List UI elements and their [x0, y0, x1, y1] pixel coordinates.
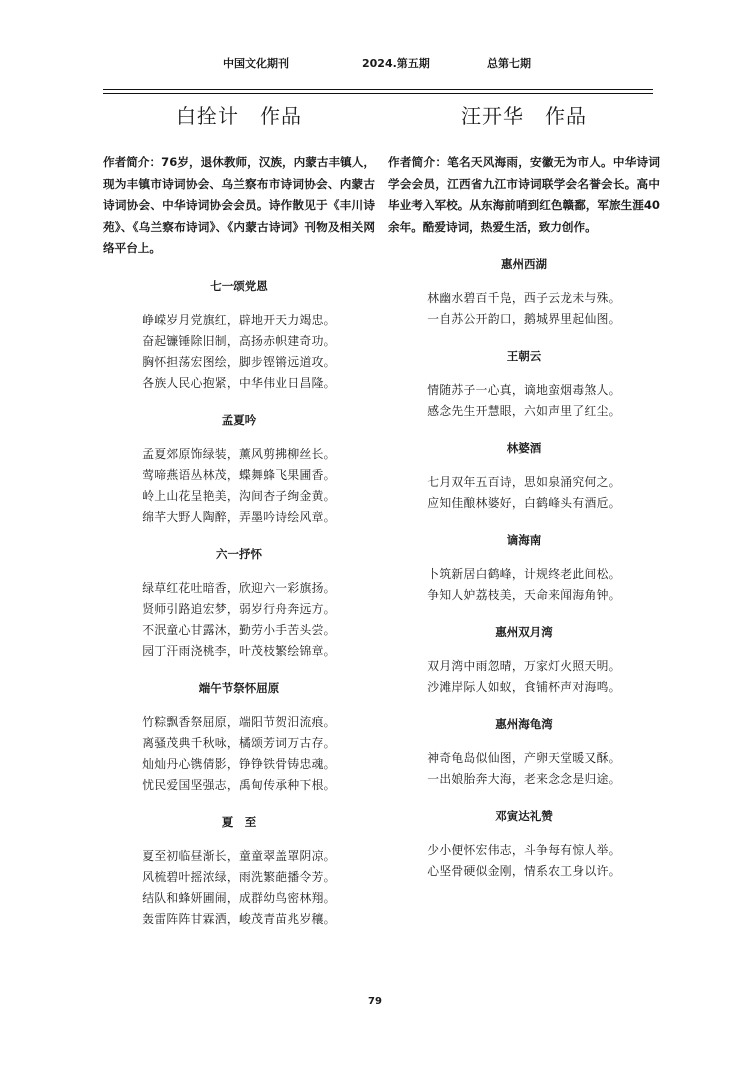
- poem-line: 双月湾中雨忽晴，万家灯火照天明。: [427, 659, 621, 673]
- poem-title: 七一颂党恩: [210, 278, 268, 293]
- right-poem-list: [388, 254, 660, 882]
- poem-block: [388, 438, 660, 514]
- poem-line: 奋起镰锤除旧制，高扬赤帜建奇功。: [142, 333, 336, 348]
- running-header: [0, 55, 750, 73]
- poem-block: [103, 544, 375, 662]
- poem-line: 各族人民心抱紧，中华伟业日昌隆。: [142, 375, 336, 390]
- poem-line: 胸怀担荡宏图绘，脚步铿锵远道攻。: [142, 354, 336, 369]
- poem-line: 感念先生开慧眼，六如声里了红尘。: [427, 404, 621, 418]
- poem-block: [103, 410, 375, 528]
- poem-block: [103, 812, 375, 930]
- poem-line: 应知佳酿林婆好，白鹤峰头有酒卮。: [427, 496, 621, 510]
- poem-line: 卜筑新居白鹤峰，计规终老此间松。: [427, 567, 621, 581]
- poem-line: 灿灿丹心镌倩影，铮铮铁骨铸忠魂。: [142, 756, 336, 771]
- poem-line: 孟夏郊原饰绿装，薰风剪拂柳丝长。: [142, 446, 336, 461]
- poem-verses: [103, 310, 375, 394]
- poem-line: 心坚骨硬似金刚，情系农工身以许。: [427, 864, 621, 878]
- total-issue-label: 总第七期: [487, 57, 531, 70]
- poem-line: 林幽水碧百千凫，西子云龙未与殊。: [427, 291, 621, 305]
- poem-verses: [388, 656, 660, 698]
- left-poem-list: [103, 276, 375, 930]
- poem-title: 谪海南: [506, 533, 542, 547]
- poem-verses: [388, 472, 660, 514]
- poem-block: [388, 346, 660, 422]
- poem-block: [388, 530, 660, 606]
- poem-verses: [388, 564, 660, 606]
- right-author-title: 汪开华 作品: [461, 104, 587, 128]
- poem-block: [388, 714, 660, 790]
- poem-line: 峥嵘岁月党旗红，辟地开天力竭忠。: [142, 312, 336, 327]
- journal-name: 中国文化期刊: [223, 57, 289, 70]
- poem-line: 绿草红花吐暗香，欣迎六一彩旗扬。: [142, 580, 336, 595]
- poem-line: 不泯童心甘露沐，勤劳小手苦头尝。: [142, 622, 336, 637]
- poem-title: 邓寅达礼赞: [495, 809, 553, 823]
- right-column: [388, 96, 660, 882]
- poem-title: 孟夏吟: [221, 412, 257, 427]
- poem-title: 惠州双月湾: [495, 625, 553, 639]
- issue-label: 2024.第五期: [362, 57, 430, 70]
- poem-verses: [388, 288, 660, 330]
- poem-line: 绵芊大野人陶醉，弄墨吟诗绘风章。: [142, 509, 336, 524]
- right-author-bio: 作者简介：笔名天风海雨，安徽无为市人。中华诗词学会会员，江西省九江市诗词联学会名誉会长。高中毕业考入军校。从东海前哨到红色赣鄱，军旅生涯40余年。酷爱诗词，热爱生活，致力创作。: [388, 155, 660, 234]
- poem-line: 神奇龟岛似仙图，产卵天堂暖又酥。: [427, 751, 621, 765]
- poem-line: 贤师引路追宏梦，弱岁行舟奔远方。: [142, 601, 336, 616]
- poem-verses: [103, 712, 375, 796]
- poem-line: 岭上山花呈艳美，沟间杏子绚金黄。: [142, 488, 336, 503]
- poem-verses: [103, 578, 375, 662]
- poem-line: 莺啼燕语丛林茂，蝶舞蜂飞果圃香。: [142, 467, 336, 482]
- left-author-bio: 作者简介：76岁，退休教师，汉族，内蒙古丰镇人，现为丰镇市诗词协会、乌兰察布市诗词协会、内蒙古诗词协会、中华诗词协会会员。诗作散见于《丰川诗苑》、《乌兰察布诗词》、《内蒙古诗词》刊物及相关网络平台上。: [103, 155, 375, 255]
- poem-block: [103, 276, 375, 394]
- poem-line: 离骚茂典千秋咏，橘颂芳词万古存。: [142, 735, 336, 750]
- poem-verses: [103, 444, 375, 528]
- poem-line: 风梳碧叶摇浓绿，雨洗繁葩播令芳。: [142, 869, 336, 884]
- poem-line: 竹粽飘香祭屈原，端阳节贺汨流痕。: [142, 714, 336, 729]
- poem-line: 忧民爱国坚强志，禹甸传承种下根。: [142, 777, 336, 792]
- poem-line: 争知人妒荔枝美，天命来闻海角钟。: [427, 588, 621, 602]
- poem-title: 夏 至: [221, 814, 257, 829]
- poem-line: 夏至初临昼渐长，童童翠盖罩阴凉。: [142, 848, 336, 863]
- poem-line: 情随苏子一心真，谪地蛮烟毒煞人。: [427, 383, 621, 397]
- poem-verses: [388, 748, 660, 790]
- poem-title: 惠州西湖: [501, 257, 547, 271]
- poem-title: 端午节祭怀屈原: [198, 680, 280, 695]
- page-number: 79: [368, 996, 382, 1007]
- poem-line: 一出娘胎奔大海，老来念念是归途。: [427, 772, 621, 786]
- poem-title: 惠州海龟湾: [495, 717, 553, 731]
- left-author-title: 白拴计 作品: [176, 104, 302, 128]
- poem-title: 六一抒怀: [216, 546, 262, 561]
- poem-line: 轰雷阵阵甘霖洒，峻茂青苗兆岁穰。: [142, 911, 336, 926]
- poem-line: 一自苏公开韵口，鹅城界里起仙图。: [427, 312, 621, 326]
- poem-line: 园丁汗雨浇桃李，叶茂枝繁绘锦章。: [142, 643, 336, 658]
- poem-verses: [388, 840, 660, 882]
- poem-block: [103, 678, 375, 796]
- poem-line: 沙滩岸际人如蚁，食铺杯声对海鸣。: [427, 680, 621, 694]
- header-rule-bottom: [103, 93, 653, 94]
- poem-block: [388, 806, 660, 882]
- left-column: [103, 96, 375, 930]
- poem-line: 结队和蜂妍圃闹，成群幼鸟密林翔。: [142, 890, 336, 905]
- poem-title: 王朝云: [506, 349, 542, 363]
- poem-verses: [388, 380, 660, 422]
- poem-verses: [103, 846, 375, 930]
- poem-title: 林婆酒: [506, 441, 542, 455]
- poem-line: 七月双年五百诗，思如泉涌究何之。: [427, 475, 621, 489]
- poem-block: [388, 622, 660, 698]
- poem-block: [388, 254, 660, 330]
- poem-line: 少小便怀宏伟志，斗争每有惊人举。: [427, 843, 621, 857]
- header-rule-top: [103, 89, 653, 90]
